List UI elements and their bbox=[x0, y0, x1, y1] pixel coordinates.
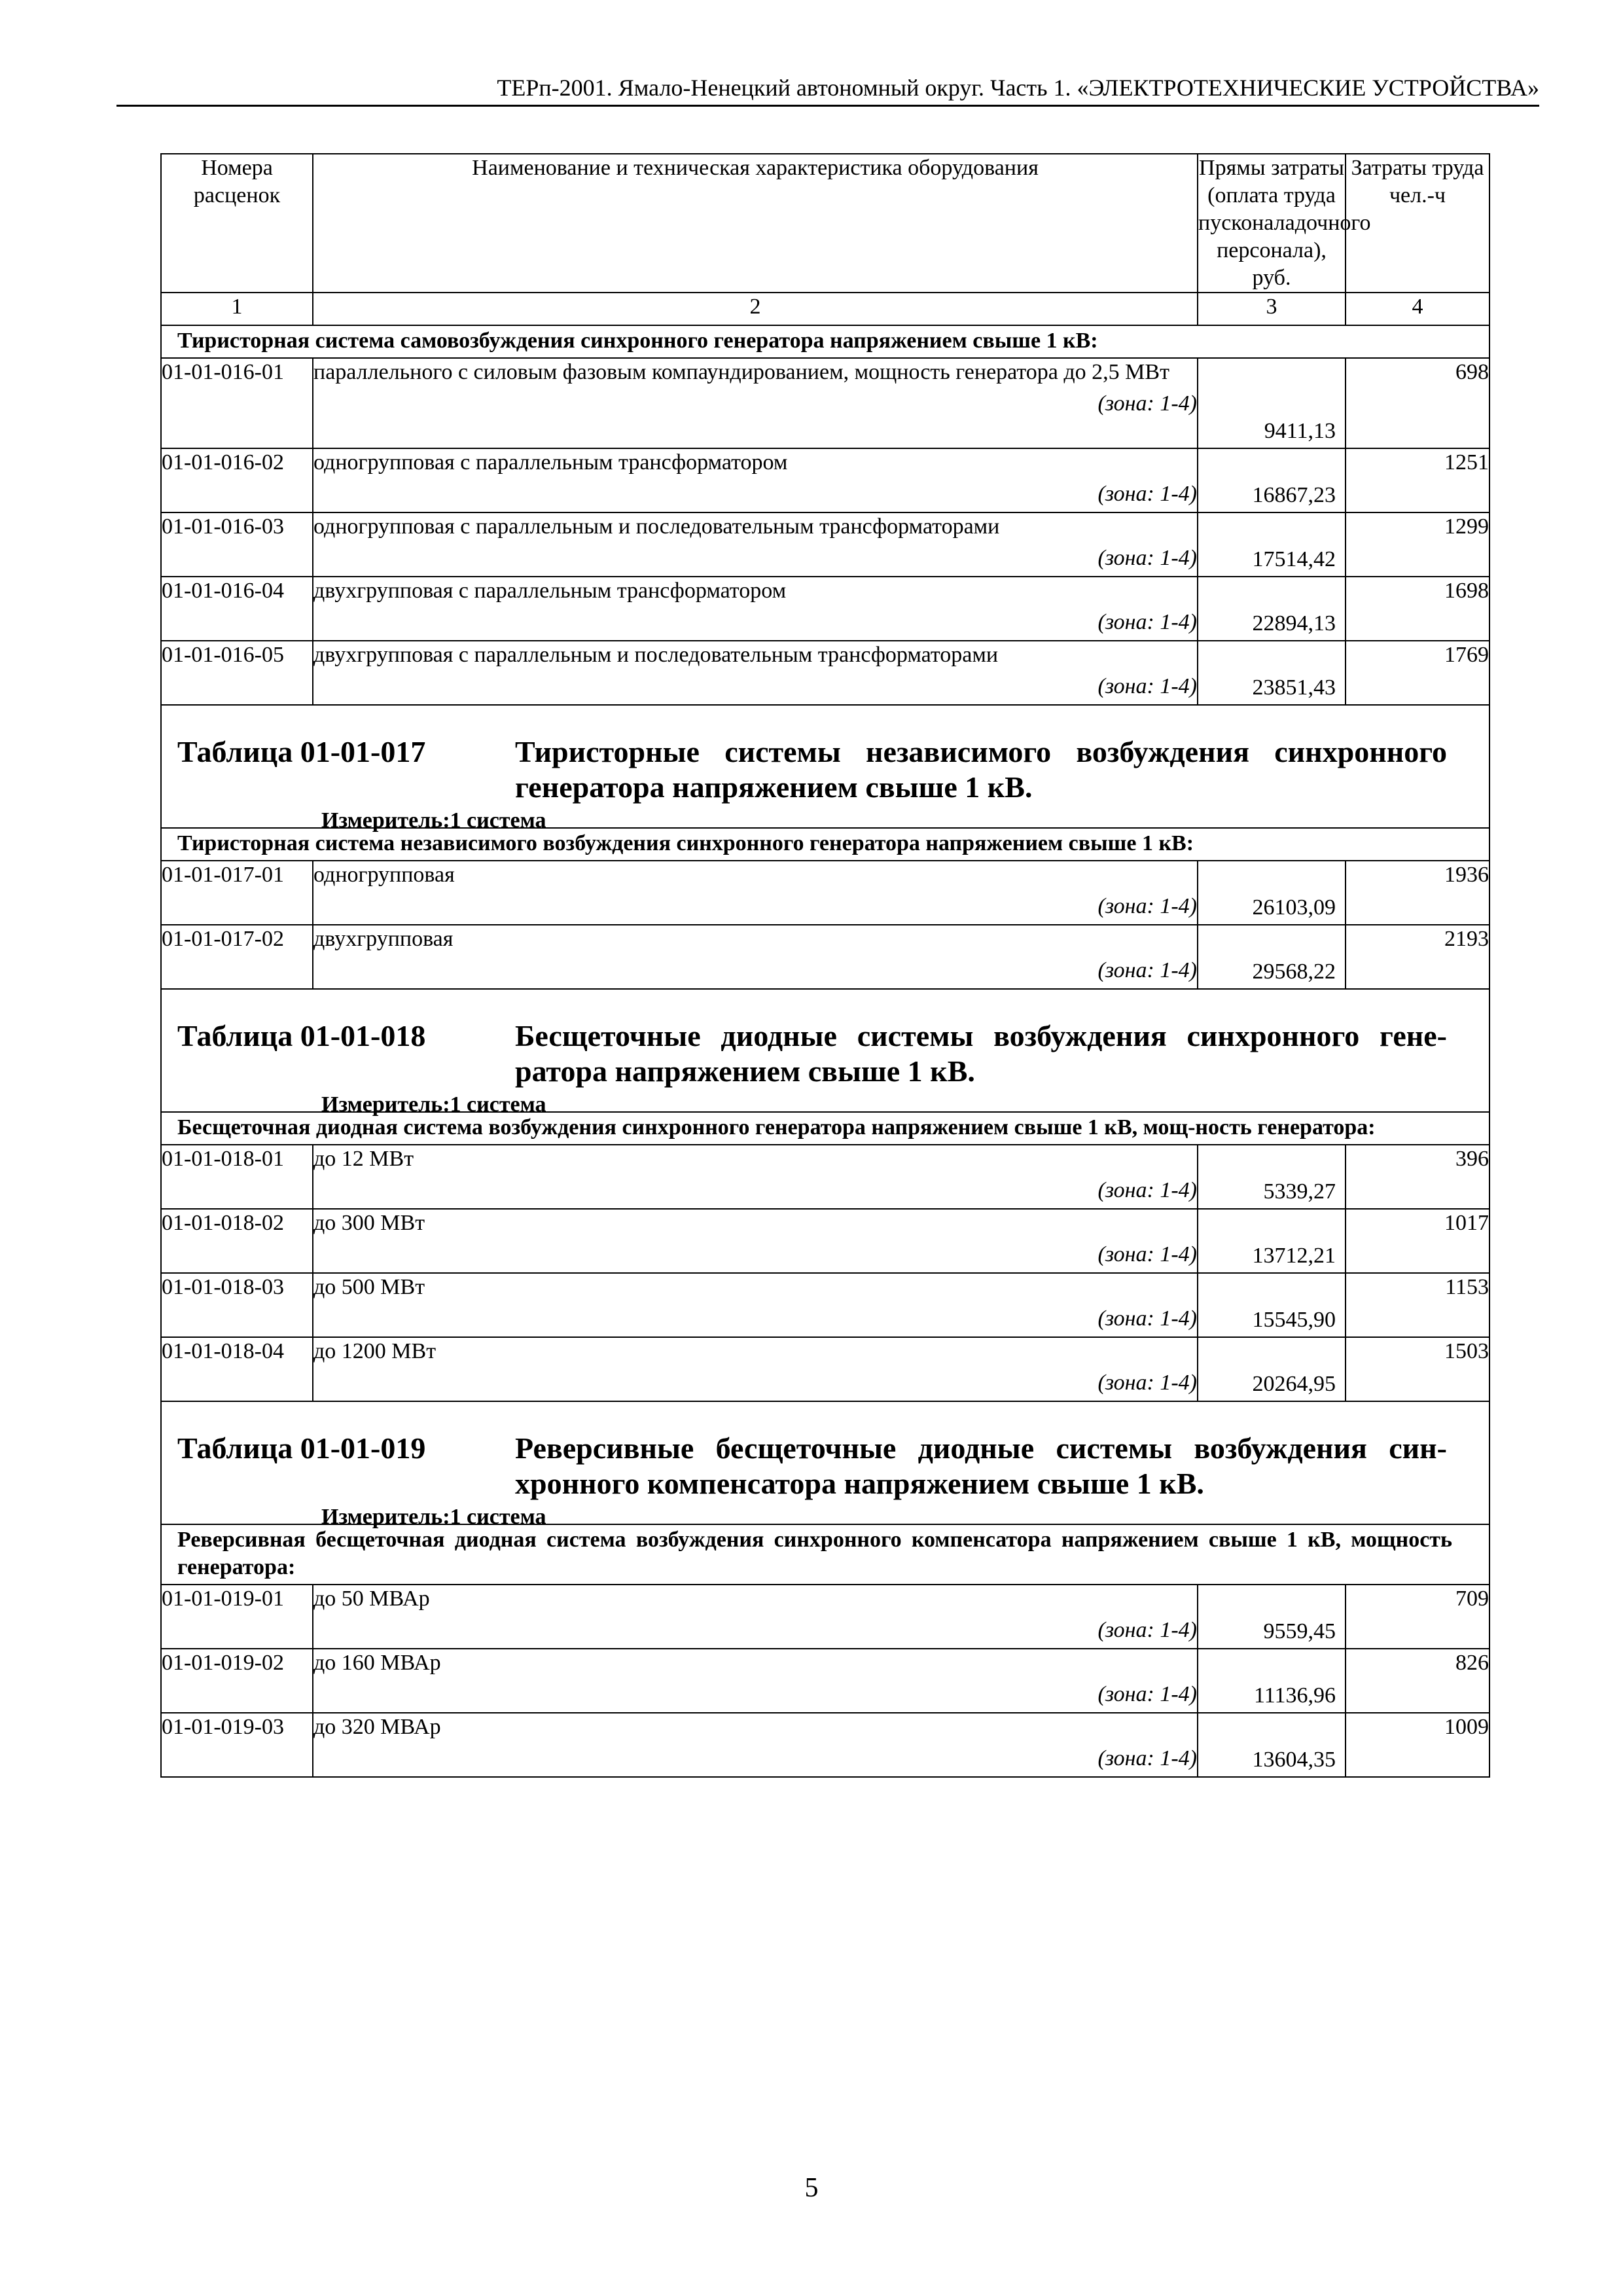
direct-cost-value: 17514,42 bbox=[1252, 547, 1336, 571]
labor-value: 1503 bbox=[1346, 1337, 1489, 1401]
price-code: 01-01-016-02 bbox=[161, 448, 313, 512]
price-row bbox=[161, 1649, 1489, 1713]
direct-cost-cell bbox=[1198, 1145, 1346, 1209]
direct-cost-cell bbox=[1198, 861, 1346, 925]
item-description-cell bbox=[313, 577, 1198, 641]
labor-value: 1009 bbox=[1346, 1713, 1489, 1777]
labor-value: 1251 bbox=[1346, 448, 1489, 512]
item-description: до 1200 МВт bbox=[313, 1339, 437, 1363]
zone-label: (зона: 1-4) bbox=[1097, 1746, 1197, 1770]
item-description: параллельного с силовым фазовым компаундированием, мощность генератора до 2,5 МВт bbox=[313, 360, 1169, 384]
item-description: одногрупповая с параллельным трансформатором bbox=[313, 450, 788, 475]
direct-cost-value: 9411,13 bbox=[1264, 419, 1336, 443]
item-description: двухгрупповая с параллельным трансформатором bbox=[313, 579, 787, 603]
labor-value: 1153 bbox=[1346, 1273, 1489, 1337]
price-row bbox=[161, 1713, 1489, 1777]
labor-value: 1769 bbox=[1346, 641, 1489, 705]
price-code: 01-01-018-02 bbox=[161, 1209, 313, 1273]
direct-cost-cell bbox=[1198, 641, 1346, 705]
zone-label: (зона: 1-4) bbox=[1097, 610, 1197, 634]
direct-cost-cell bbox=[1198, 577, 1346, 641]
zone-label: (зона: 1-4) bbox=[1097, 1618, 1197, 1642]
zone-label: (зона: 1-4) bbox=[1097, 1371, 1197, 1395]
price-row bbox=[161, 448, 1489, 512]
table-number: Таблица 01-01-018 bbox=[177, 1019, 426, 1052]
price-row bbox=[161, 1585, 1489, 1649]
table-title: Тиристорные системы независимого возбуждения синхронного генератора напряжением свыше 1 кВ. bbox=[515, 735, 1447, 804]
table-number: Таблица 01-01-019 bbox=[177, 1431, 426, 1465]
item-description-cell bbox=[313, 925, 1198, 989]
item-description: до 12 МВт bbox=[313, 1147, 414, 1171]
direct-cost-cell bbox=[1198, 925, 1346, 989]
item-description-cell bbox=[313, 1209, 1198, 1273]
item-description: до 160 МВАр bbox=[313, 1651, 441, 1675]
direct-cost-cell bbox=[1198, 1273, 1346, 1337]
item-description-cell bbox=[313, 1145, 1198, 1209]
direct-cost-value: 20264,95 bbox=[1252, 1372, 1336, 1396]
item-description: до 50 МВАр bbox=[313, 1587, 430, 1611]
labor-value: 1936 bbox=[1346, 861, 1489, 925]
direct-cost-value: 13604,35 bbox=[1252, 1748, 1336, 1772]
price-code: 01-01-016-01 bbox=[161, 358, 313, 448]
direct-cost-value: 22894,13 bbox=[1252, 611, 1336, 636]
direct-cost-value: 29568,22 bbox=[1252, 960, 1336, 984]
item-description-cell bbox=[313, 512, 1198, 577]
price-row bbox=[161, 861, 1489, 925]
price-code: 01-01-018-01 bbox=[161, 1145, 313, 1209]
labor-value: 396 bbox=[1346, 1145, 1489, 1209]
direct-cost-value: 11136,96 bbox=[1254, 1683, 1336, 1708]
item-description: одногрупповая bbox=[313, 863, 455, 887]
labor-value: 2193 bbox=[1346, 925, 1489, 989]
zone-label: (зона: 1-4) bbox=[1097, 1682, 1197, 1706]
direct-cost-cell bbox=[1198, 1713, 1346, 1777]
item-description-cell bbox=[313, 358, 1198, 448]
group-heading-row bbox=[161, 325, 1489, 358]
item-description: до 500 МВт bbox=[313, 1275, 425, 1299]
price-row bbox=[161, 1273, 1489, 1337]
price-code: 01-01-018-04 bbox=[161, 1337, 313, 1401]
table-heading-row bbox=[161, 989, 1489, 1112]
group-heading-row bbox=[161, 1524, 1489, 1585]
price-table bbox=[160, 153, 1490, 1778]
measurement-unit: Измеритель:1 система bbox=[321, 1505, 546, 1529]
price-row bbox=[161, 512, 1489, 577]
table-title: Реверсивные бесщеточные диодные системы возбуждения син-хронного компенсатора напряжением свыше 1 кВ. bbox=[515, 1431, 1447, 1500]
running-header: ТЕРп-2001. Ямало-Ненецкий автономный округ. Часть 1. «ЭЛЕКТРОТЕХНИЧЕСКИЕ УСТРОЙСТВА» bbox=[497, 75, 1539, 101]
price-row bbox=[161, 1145, 1489, 1209]
column-number: 1 bbox=[161, 293, 313, 325]
table-heading-row bbox=[161, 1401, 1489, 1524]
labor-value: 1017 bbox=[1346, 1209, 1489, 1273]
item-description-cell bbox=[313, 1713, 1198, 1777]
price-code: 01-01-016-05 bbox=[161, 641, 313, 705]
price-code: 01-01-019-03 bbox=[161, 1713, 313, 1777]
direct-cost-value: 9559,45 bbox=[1263, 1619, 1336, 1643]
column-header-direct-costs: Прямы затраты (оплата труда пусконаладочного персонала), руб. bbox=[1198, 154, 1346, 293]
measurement-unit: Измеритель:1 система bbox=[321, 1092, 546, 1117]
group-heading: Тиристорная система самовозбуждения синхронного генератора напряжением свыше 1 кВ: bbox=[177, 329, 1098, 353]
direct-cost-cell bbox=[1198, 448, 1346, 512]
table-number: Таблица 01-01-017 bbox=[177, 735, 426, 768]
column-header-labor: Затраты труда чел.-ч bbox=[1346, 154, 1489, 293]
zone-label: (зона: 1-4) bbox=[1097, 391, 1197, 416]
price-code: 01-01-018-03 bbox=[161, 1273, 313, 1337]
zone-label: (зона: 1-4) bbox=[1097, 958, 1197, 982]
item-description: двухгрупповая bbox=[313, 927, 454, 951]
labor-value: 698 bbox=[1346, 358, 1489, 448]
table-title: Бесщеточные диодные системы возбуждения синхронного гене-ратора напряжением свыше 1 кВ. bbox=[515, 1019, 1447, 1088]
labor-value: 1698 bbox=[1346, 577, 1489, 641]
column-header-description: Наименование и техническая характеристика оборудования bbox=[313, 154, 1198, 293]
column-number-row bbox=[161, 293, 1489, 325]
direct-cost-value: 26103,09 bbox=[1252, 895, 1336, 920]
price-row bbox=[161, 1337, 1489, 1401]
measurement-unit: Измеритель:1 система bbox=[321, 808, 546, 833]
zone-label: (зона: 1-4) bbox=[1097, 482, 1197, 506]
column-number: 2 bbox=[313, 293, 1198, 325]
column-header-row bbox=[161, 154, 1489, 293]
zone-label: (зона: 1-4) bbox=[1097, 674, 1197, 698]
price-code: 01-01-019-02 bbox=[161, 1649, 313, 1713]
table-heading-row bbox=[161, 705, 1489, 828]
price-row bbox=[161, 1209, 1489, 1273]
item-description-cell bbox=[313, 861, 1198, 925]
group-heading: Бесщеточная диодная система возбуждения синхронного генератора напряжением свыше 1 кВ, мощ-ность генератора: bbox=[177, 1115, 1376, 1139]
price-code: 01-01-016-03 bbox=[161, 512, 313, 577]
price-code: 01-01-019-01 bbox=[161, 1585, 313, 1649]
zone-label: (зона: 1-4) bbox=[1097, 1306, 1197, 1331]
direct-cost-cell bbox=[1198, 1209, 1346, 1273]
direct-cost-cell bbox=[1198, 1337, 1346, 1401]
labor-value: 826 bbox=[1346, 1649, 1489, 1713]
direct-cost-value: 13712,21 bbox=[1252, 1244, 1336, 1268]
price-row bbox=[161, 641, 1489, 705]
header-rule bbox=[116, 105, 1539, 107]
direct-cost-cell bbox=[1198, 512, 1346, 577]
item-description: двухгрупповая с параллельным и последовательным трансформаторами bbox=[313, 643, 999, 667]
item-description-cell bbox=[313, 641, 1198, 705]
group-heading: Реверсивная бесщеточная диодная система возбуждения синхронного компенсатора напряжением свыше 1 кВ, мощность генератора: bbox=[177, 1528, 1452, 1579]
direct-cost-value: 23851,43 bbox=[1252, 675, 1336, 700]
price-code: 01-01-017-02 bbox=[161, 925, 313, 989]
column-number: 4 bbox=[1346, 293, 1489, 325]
direct-cost-cell bbox=[1198, 1649, 1346, 1713]
labor-value: 709 bbox=[1346, 1585, 1489, 1649]
zone-label: (зона: 1-4) bbox=[1097, 894, 1197, 918]
item-description-cell bbox=[313, 448, 1198, 512]
zone-label: (зона: 1-4) bbox=[1097, 1242, 1197, 1266]
price-row bbox=[161, 358, 1489, 448]
item-description-cell bbox=[313, 1649, 1198, 1713]
item-description-cell bbox=[313, 1337, 1198, 1401]
item-description: одногрупповая с параллельным и последовательным трансформаторами bbox=[313, 514, 1000, 539]
price-code: 01-01-016-04 bbox=[161, 577, 313, 641]
item-description: до 300 МВт bbox=[313, 1211, 425, 1235]
direct-cost-value: 5339,27 bbox=[1263, 1179, 1336, 1204]
page-number: 5 bbox=[804, 2173, 819, 2203]
column-header-codes: Номера расценок bbox=[161, 154, 313, 293]
item-description-cell bbox=[313, 1273, 1198, 1337]
labor-value: 1299 bbox=[1346, 512, 1489, 577]
zone-label: (зона: 1-4) bbox=[1097, 546, 1197, 570]
zone-label: (зона: 1-4) bbox=[1097, 1178, 1197, 1202]
price-row bbox=[161, 925, 1489, 989]
direct-cost-value: 16867,23 bbox=[1252, 483, 1336, 507]
direct-cost-cell bbox=[1198, 1585, 1346, 1649]
direct-cost-cell bbox=[1198, 358, 1346, 448]
item-description: до 320 МВАр bbox=[313, 1715, 441, 1739]
price-row bbox=[161, 577, 1489, 641]
direct-cost-value: 15545,90 bbox=[1252, 1308, 1336, 1332]
column-number: 3 bbox=[1198, 293, 1346, 325]
item-description-cell bbox=[313, 1585, 1198, 1649]
group-heading: Тиристорная система независимого возбуждения синхронного генератора напряжением свыше 1 кВ: bbox=[177, 831, 1194, 855]
price-code: 01-01-017-01 bbox=[161, 861, 313, 925]
